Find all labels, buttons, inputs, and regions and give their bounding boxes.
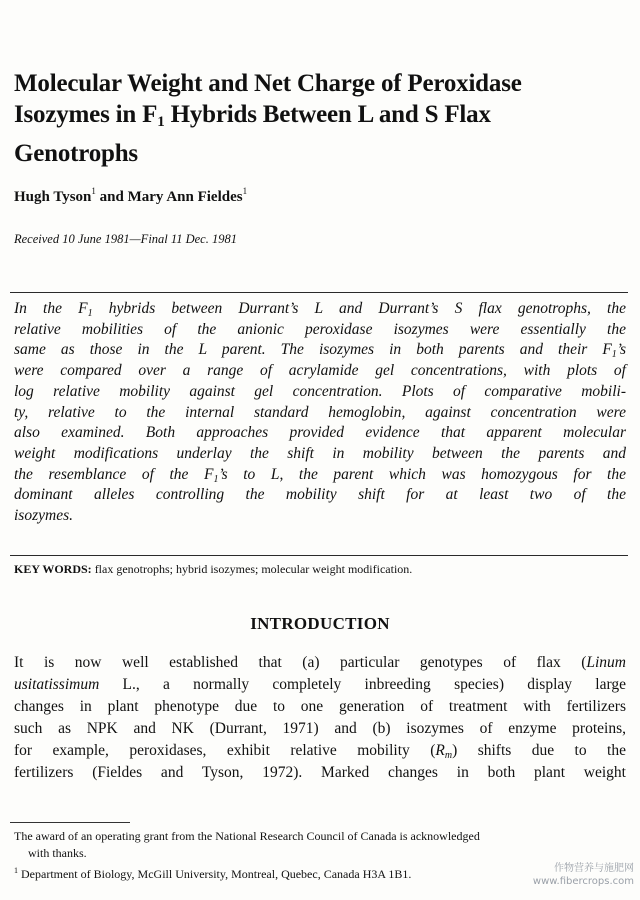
abstract-line: isozymes. [14, 507, 73, 525]
intro-line: usitatissimum L., a normally completely inbreeding species) display large [14, 676, 626, 693]
abstract-line: also examined. Both approaches provided evidence that apparent molecular [14, 424, 626, 442]
footnote-affiliation: $^1$ Department of Biology, McGill University, Montreal, Quebec, Canada H3A 1B1. [14, 866, 412, 881]
title-line-1: Molecular Weight and Net Charge of Peroxidase [14, 70, 522, 97]
intro-line: It is now well established that (a) particular genotypes of flax (Linum [14, 654, 626, 671]
abstract-text [14, 299, 626, 527]
footnote-grant: The award of an operating grant from the National Research Council of Canada is acknowledged [14, 829, 480, 843]
author-list: Hugh Tyson$^1$ and Mary Ann Fieldes$^1$ [14, 186, 248, 205]
watermark-line-2: www.fibercrops.com [532, 876, 634, 887]
abstract-line: dominant alleles controlling the mobility shift for at least two of the [14, 486, 626, 504]
abstract-line: same as those in the L parent. The isozymes in both parents and their $F_1’s$ [14, 341, 626, 361]
abstract-top-rule [10, 292, 628, 293]
title-line-2: Isozymes in $F_1$ Hybrids Between L and S Flax [14, 101, 491, 130]
watermark-line-1: 作物营养与施肥网 [554, 863, 634, 874]
abstract-bottom-rule [10, 555, 628, 556]
author-name: Mary Ann Fieldes [127, 189, 243, 205]
abstract-line: the resemblance of the $F_1’s$ to L, the parent which was homozygous for the [14, 465, 626, 485]
author-name: Hugh Tyson [14, 189, 92, 205]
abstract-line: weight modifications underlay the shift in mobility between the parents and [14, 444, 626, 462]
affiliation-mark: 1 [91, 186, 96, 196]
article-title [14, 68, 614, 169]
abstract-line: log relative mobility against gel concentration. Plots of comparative mobili- [14, 382, 626, 400]
intro-line: for example, peroxidases, exhibit relative mobility $(R_m)$ shifts due to the [14, 742, 626, 761]
footnote-grant-cont: with thanks. [28, 846, 87, 860]
abstract-line: ty, relative to the internal standard hemoglobin, against concentration were [14, 403, 626, 421]
introduction-text [14, 652, 626, 784]
keywords-label: KEY WORDS: [14, 562, 92, 576]
affiliation-mark: 1 [242, 186, 248, 196]
keywords [14, 562, 412, 577]
received-dates: Received 10 June 1981—Final 11 Dec. 1981 [14, 232, 237, 246]
watermark-logo [514, 862, 634, 888]
intro-line: fertilizers (Fieldes and Tyson, 1972). Marked changes in both plant weight [14, 764, 626, 781]
abstract-line: relative mobilities of the anionic peroxidase isozymes were essentially the [14, 320, 626, 338]
intro-line: changes in plant phenotype due to one generation of treatment with fertilizers [14, 698, 626, 715]
section-heading-introduction: INTRODUCTION [250, 614, 390, 633]
abstract-line: In the $F_1$ hybrids between Durrant’s L and Durrant’s S flax genotrophs, the [14, 300, 626, 319]
footnote-rule [10, 822, 130, 823]
title-line-3: Genotrophs [14, 140, 138, 167]
abstract-line: were compared over a range of acrylamide gel concentrations, with plots of [14, 362, 626, 380]
intro-line: such as NPK and NK (Durrant, 1971) and (b) isozymes of enzyme proteins, [14, 720, 626, 737]
keywords-text: flax genotrophs; hybrid isozymes; molecular weight modification. [91, 562, 413, 576]
